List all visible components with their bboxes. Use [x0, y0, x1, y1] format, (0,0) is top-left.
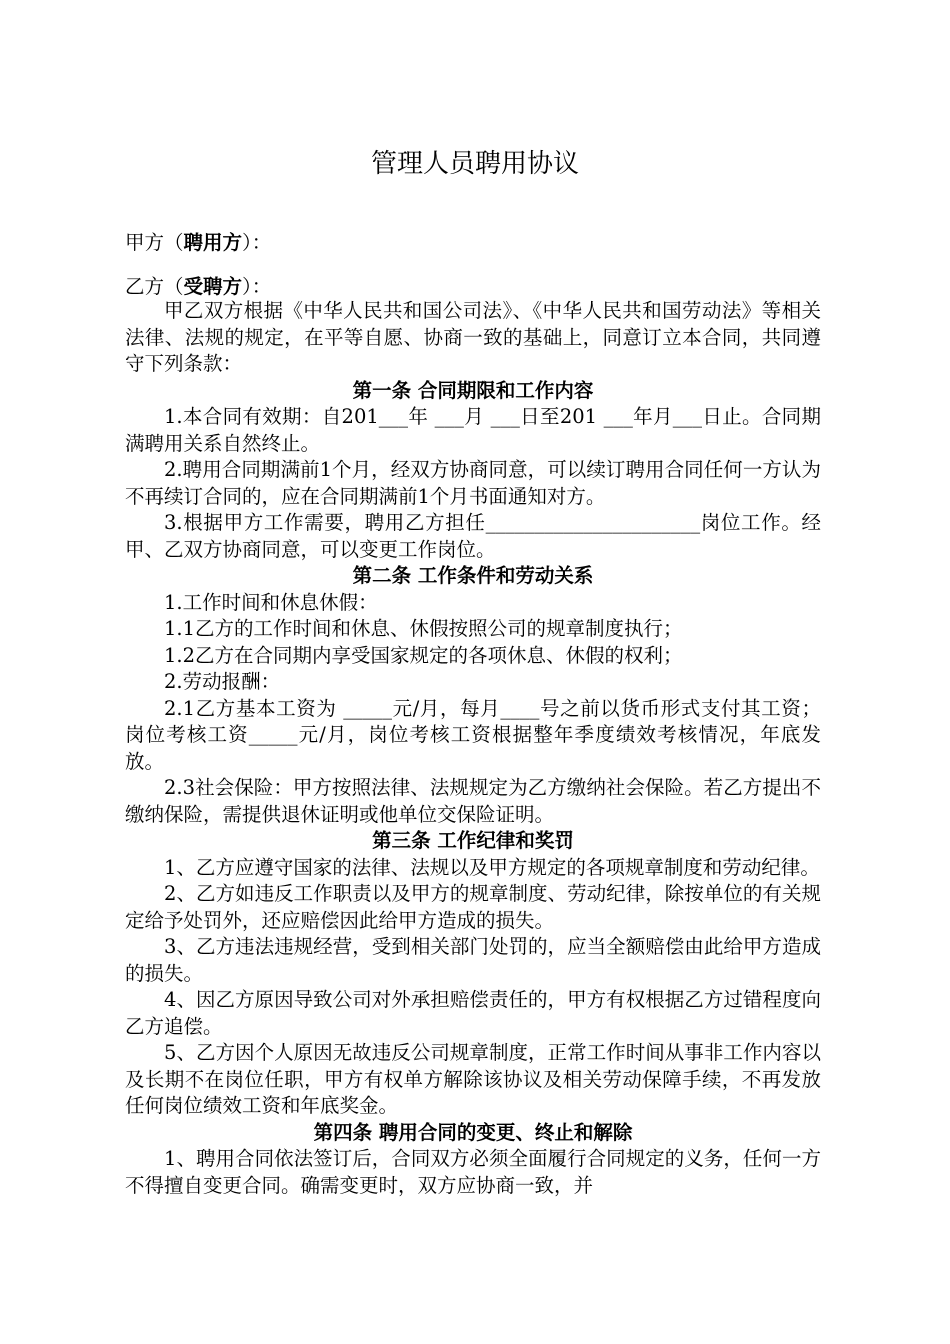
article-3-clause-2: 2、乙方如违反工作职责以及甲方的规章制度、劳动纪律，除按单位的有关规定给予处罚外，还应赔偿因此给甲方造成的损失。 [125, 882, 821, 932]
party-a-line [125, 228, 821, 258]
article-3-heading: 第三条 工作纪律和奖罚 [372, 829, 574, 852]
document-body [125, 228, 821, 1199]
article-2-clause-1-2: 1.2乙方在合同期内享受国家规定的各项休息、休假的权利； [164, 643, 683, 667]
article-3-clause-5: 5、乙方因个人原因无故违反公司规章制度，正常工作时间从事非工作内容以及长期不在岗位任职，甲方有权单方解除该协议及相关劳动保障手续，不再发放任何岗位绩效工资和年底奖金。 [125, 1041, 821, 1117]
intro-paragraph: 甲乙双方根据《中华人民共和国公司法》、《中华人民共和国劳动法》等相关法律、法规的规定，在平等自愿、协商一致的基础上，同意订立本合同，共同遵守下列条款： [125, 299, 821, 375]
article-4-heading: 第四条 聘用合同的变更、终止和解除 [313, 1120, 633, 1144]
party-a-role: 聘用方 [183, 231, 243, 254]
article-1-clause-2: 2.聘用合同期满前1个月，经双方协商同意，可以续订聘用合同任何一方认为不再续订合同的，应在合同期满前1个月书面通知对方。 [125, 458, 821, 508]
article-2-clause-2-3: 2.3社会保险：甲方按照法律、法规规定为乙方缴纳社会保险。若乙方提出不缴纳保险，需提供退休证明或他单位交保险证明。 [125, 776, 821, 826]
article-1-heading: 第一条 合同期限和工作内容 [352, 378, 594, 402]
document-title: 管理人员聘用协议 [370, 149, 579, 179]
article-1-clause-3: 3.根据甲方工作需要，聘用乙方担任______________________岗位工作。经甲、乙双方协商同意，可以变更工作岗位。 [125, 511, 821, 561]
article-3-clause-1: 1、乙方应遵守国家的法律、法规以及甲方规定的各项规章制度和劳动纪律。 [164, 855, 820, 879]
article-4-clause-1: 1、聘用合同依法签订后，合同双方必须全面履行合同规定的义务，任何一方不得擅自变更合同。确需变更时，双方应协商一致，并 [125, 1147, 821, 1197]
article-1-clause-1: 1.本合同有效期：自201___年 ___月 ___日至201 ___年月___日止。合同期满聘用关系自然终止。 [125, 405, 821, 455]
article-3-clause-4: 4、因乙方原因导致公司对外承担赔偿责任的，甲方有权根据乙方过错程度向乙方追偿。 [125, 988, 821, 1038]
article-3-clause-3: 3、乙方违法违规经营，受到相关部门处罚的，应当全额赔偿由此给甲方造成的损失。 [125, 935, 821, 985]
party-a-suffix: ）： [242, 231, 272, 254]
party-b-role: 受聘方 [183, 275, 243, 298]
party-b-suffix: ）： [242, 275, 272, 298]
party-a-prefix: 甲方（ [125, 231, 184, 254]
article-2-clause-1-1: 1.1乙方的工作时间和休息、休假按照公司的规章制度执行； [164, 617, 683, 640]
party-b-prefix: 乙方（ [125, 275, 184, 298]
article-2-heading: 第二条 工作条件和劳动关系 [352, 564, 594, 587]
article-2-clause-2: 2.劳动报酬： [164, 670, 281, 693]
article-2-clause-1: 1.工作时间和休息休假： [164, 590, 378, 614]
article-2-clause-2-1: 2.1乙方基本工资为 _____元/月，每月____号之前以货币形式支付其工资；岗位考核工资_____元/月，岗位考核工资根据整年季度绩效考核情况，年底发放。 [125, 696, 821, 773]
